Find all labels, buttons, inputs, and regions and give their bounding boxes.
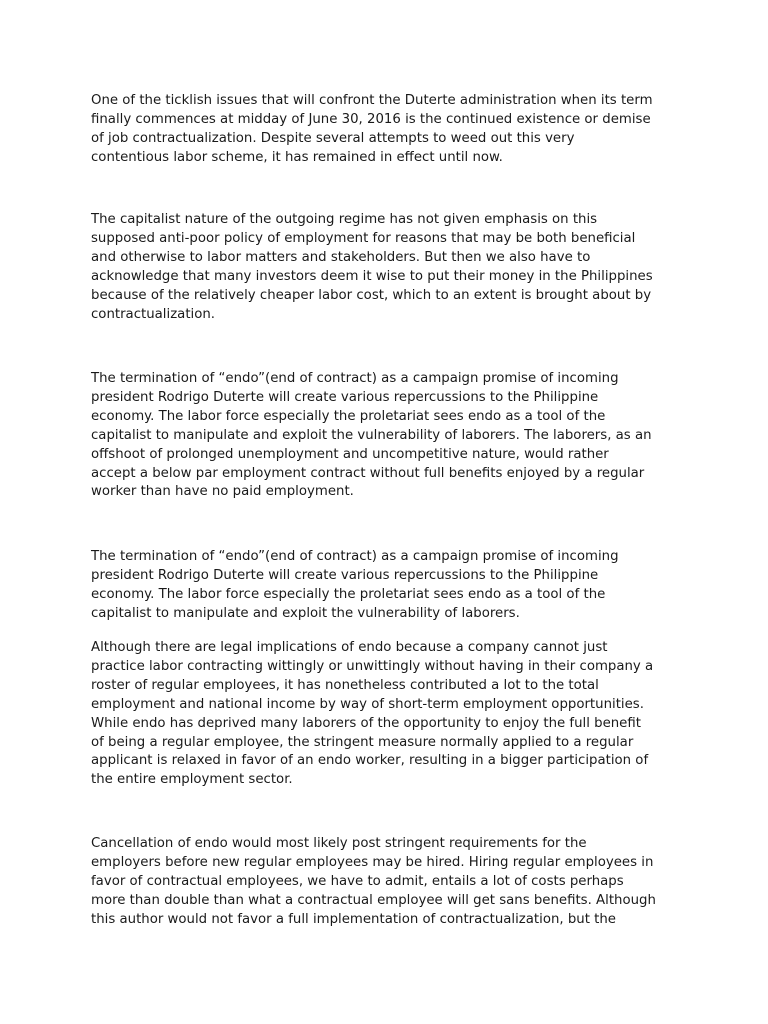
text-line: this author would not favor a full implementation of contractualization, but the	[91, 911, 616, 927]
text-line: While endo has deprived many laborers of the opportunity to enjoy the full benefit	[91, 715, 641, 731]
text-line: Cancellation of endo would most likely post stringent requirements for the	[91, 836, 587, 851]
text-line: and otherwise to labor matters and stakeholders. But then we also have to	[91, 249, 591, 265]
text-line: contractualization.	[91, 306, 216, 322]
text-line: economy. The labor force especially the proletariat sees endo as a tool of the	[91, 586, 606, 602]
text-line: capitalist to manipulate and exploit the vulnerability of laborers.	[91, 605, 520, 621]
text-line: employment and national income by way of short-term employment opportunities.	[91, 696, 644, 712]
text-line: of job contractualization. Despite several attempts to weed out this very	[91, 130, 575, 146]
text-line: of being a regular employee, the stringent measure normally applied to a regular	[91, 734, 634, 750]
text-line: the entire employment sector.	[91, 772, 293, 788]
text-line: applicant is relaxed in favor of an endo worker, resulting in a bigger participation of	[91, 753, 649, 769]
text-line: practice labor contracting wittingly or unwittingly without having in their company a	[91, 658, 654, 674]
text-line: president Rodrigo Duterte will create various repercussions to the Philippine	[91, 389, 599, 405]
text-line: Although there are legal implications of endo because a company cannot just	[91, 640, 608, 655]
text-line: capitalist to manipulate and exploit the vulnerability of laborers. The laborers, as an	[91, 427, 652, 443]
text-line: One of the ticklish issues that will confront the Duterte administration when its term	[91, 93, 653, 108]
text-line: The capitalist nature of the outgoing regime has not given emphasis on this	[91, 212, 598, 227]
text-line: contentious labor scheme, it has remained in effect until now.	[91, 149, 503, 165]
text-line: The termination of “endo”(end of contract) as a campaign promise of incoming	[91, 549, 619, 564]
text-line: supposed anti-poor policy of employment for reasons that may be both beneficial	[91, 230, 636, 246]
paragraph-2	[91, 211, 711, 324]
text-line: acknowledge that many investors deem it wise to put their money in the Philippines	[91, 268, 653, 284]
text-line: accept a below par employment contract without full benefits enjoyed by a regular	[91, 465, 645, 481]
text-line: economy. The labor force especially the proletariat sees endo as a tool of the	[91, 408, 606, 424]
paragraph-6	[91, 835, 711, 930]
paragraph-1	[91, 92, 711, 168]
text-line: offshoot of prolonged unemployment and uncompetitive nature, would rather	[91, 446, 609, 462]
text-line: because of the relatively cheaper labor cost, which to an extent is brought about by	[91, 287, 652, 303]
paragraph-5	[91, 639, 711, 790]
text-line: finally commences at midday of June 30, 2016 is the continued existence or demise	[91, 111, 651, 127]
text-line: worker than have no paid employment.	[91, 484, 354, 500]
paragraph-4	[91, 548, 711, 624]
text-line: roster of regular employees, it has nonetheless contributed a lot to the total	[91, 677, 599, 693]
text-line: more than double than what a contractual employee will get sans benefits. Although	[91, 892, 656, 908]
text-line: employers before new regular employees may be hired. Hiring regular employees in	[91, 854, 654, 870]
paragraph-3	[91, 370, 711, 502]
text-line: The termination of “endo”(end of contract) as a campaign promise of incoming	[91, 371, 619, 386]
text-line: favor of contractual employees, we have to admit, entails a lot of costs perhaps	[91, 873, 624, 889]
text-line: president Rodrigo Duterte will create various repercussions to the Philippine	[91, 567, 599, 583]
